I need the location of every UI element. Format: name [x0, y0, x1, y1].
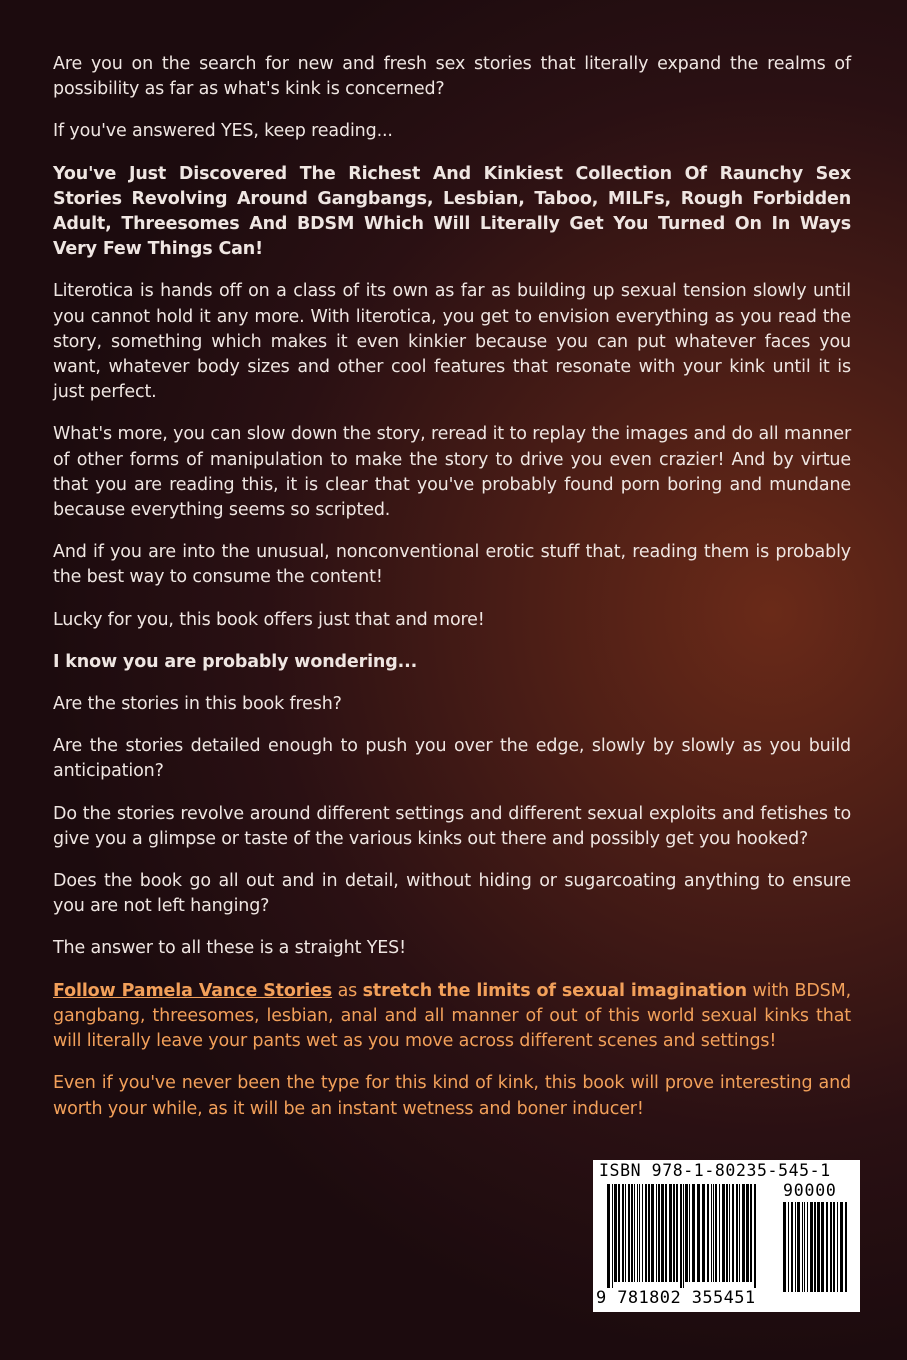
barcode-bar [689, 1184, 690, 1282]
headline-paragraph: You've Just Discovered The Richest And Kinkiest Collection Of Raunchy Sex Stories Revolving Around Gangbangs, Lesbian, Taboo, MILFs, Rough Forbidden Adult, Threesomes And BDSM Which Will Literally Get You Turned On In Ways Very Few Things Can! [53, 163, 851, 260]
barcode-bar [795, 1202, 796, 1292]
ean-digits: 9 781802 355451 [596, 1288, 756, 1308]
barcode-bar [648, 1184, 650, 1282]
follow-as-text: as [332, 980, 363, 1001]
barcode-bar [726, 1184, 728, 1282]
barcode-bar [665, 1184, 667, 1282]
barcode-bar [645, 1184, 647, 1282]
barcode-bar [826, 1202, 828, 1292]
follow-paragraph [53, 979, 851, 1055]
barcode-bar [797, 1202, 800, 1292]
whats-more-paragraph: What's more, you can slow down the story, reread it to replay the images and do all manner of other forms of manipulation to make the story to drive you even crazier! And by virtue that you are reading this, it is clear that you've probably found porn boring and mundane because everything seems so scripted. [53, 424, 851, 521]
barcode-bar [642, 1184, 643, 1282]
barcode-bar [729, 1184, 730, 1282]
barcode-bar [685, 1184, 688, 1282]
barcode-bar [754, 1184, 756, 1288]
back-cover-blurb [53, 52, 851, 1139]
intro-question: Are you on the search for new and fresh sex stories that literally expand the realms of possibility as far as what's kink is concerned? [53, 54, 851, 100]
barcode-bar [837, 1202, 838, 1292]
ean-barcode-bars [607, 1184, 757, 1288]
barcode-bar [697, 1184, 700, 1282]
barcode-bar [791, 1202, 793, 1292]
barcode-bar [713, 1184, 714, 1282]
barcode-bar [719, 1184, 720, 1282]
keep-reading-line: If you've answered YES, keep reading... [53, 121, 393, 142]
question-detailed: Are the stories detailed enough to push you over the edge, slowly by slowly as you build anticipation? [53, 736, 851, 782]
barcode-bar [661, 1184, 664, 1282]
barcode-bar [840, 1202, 843, 1292]
barcode-bar [680, 1184, 682, 1288]
barcode-bar [732, 1184, 734, 1282]
barcode-bar [612, 1184, 613, 1288]
barcode-bar [739, 1184, 740, 1282]
barcode-bar [722, 1184, 725, 1282]
barcode-bar [711, 1184, 712, 1282]
barcode-bar [683, 1184, 684, 1288]
barcode-bar [673, 1184, 675, 1282]
barcode-bar [736, 1184, 738, 1282]
barcode-bar [814, 1202, 816, 1292]
follow-strong-text: stretch the limits of sexual imagination [362, 980, 747, 1001]
unusual-paragraph: And if you are into the unusual, nonconventional erotic stuff that, reading them is probably the best way to consume the content! [53, 542, 851, 588]
barcode-bar [817, 1202, 820, 1292]
barcode-bar [651, 1184, 654, 1282]
barcode-bar [742, 1184, 745, 1282]
barcode-bar [830, 1202, 832, 1292]
barcode-bar [676, 1184, 678, 1282]
barcode-bar [804, 1202, 805, 1292]
barcode-bar [802, 1202, 803, 1292]
barcode-bar [625, 1184, 626, 1282]
barcode-bar [707, 1184, 709, 1282]
barcode-bar [810, 1202, 813, 1292]
barcode-bar [702, 1184, 705, 1282]
follow-rest-text: with BDSM, gangbang, threesomes, lesbian, anal and all manner of out of this world sexual kinks that will literally leave your pants wet as you move across different scenes and settings! [53, 980, 852, 1052]
barcode-bar [788, 1202, 789, 1292]
barcode-bar [634, 1184, 635, 1282]
barcode-bar [628, 1184, 630, 1282]
barcode-bar [639, 1184, 640, 1282]
question-fresh: Are the stories in this book fresh? [53, 694, 342, 715]
answer-yes-line: The answer to all these is a straight YES! [53, 938, 406, 959]
barcode-bar [746, 1184, 749, 1282]
closing-paragraph: Even if you've never been the type for this kind of kink, this book will prove interesting and worth your while, as it will be an instant wetness and boner inducer! [53, 1073, 851, 1119]
barcode-bar [669, 1184, 672, 1282]
barcode-bar [783, 1202, 786, 1292]
barcode-bar [692, 1184, 695, 1282]
addon-digits: 90000 [783, 1181, 837, 1200]
barcode-bar [656, 1184, 657, 1282]
barcode-bar [622, 1184, 624, 1282]
lucky-line: Lucky for you, this book offers just that and more! [53, 609, 485, 630]
barcode-bar [821, 1202, 824, 1292]
barcode-bar [750, 1184, 752, 1282]
wondering-line: I know you are probably wondering... [53, 651, 418, 672]
isbn-label: ISBN 978-1-80235-545-1 [599, 1161, 831, 1180]
isbn-barcode [593, 1160, 860, 1312]
barcode-bar [833, 1202, 835, 1292]
barcode-bar [658, 1184, 660, 1282]
barcode-bar [631, 1184, 633, 1282]
barcode-bar [715, 1184, 717, 1282]
barcode-bar [614, 1184, 617, 1282]
barcode-bar [607, 1184, 610, 1288]
follow-author-link[interactable]: Follow Pamela Vance Stories [53, 980, 333, 1001]
barcode-bar [637, 1184, 638, 1282]
question-settings: Do the stories revolve around different settings and different sexual exploits and fetishes to give you a glimpse or taste of the various kinks out there and possibly get you hooked? [53, 803, 851, 849]
question-all-out: Does the book go all out and in detail, without hiding or sugarcoating anything to ensure you are not left hanging? [53, 871, 851, 917]
barcode-bar [845, 1202, 847, 1292]
addon-barcode-bars [783, 1202, 849, 1298]
literotica-paragraph: Literotica is hands off on a class of its own as far as building up sexual tension slowly until you cannot hold it any more. With literotica, you get to envision everything as you read the story, something which makes it even kinkier because you can put whatever faces you want, whatever body sizes and other cool features that resonate with your kink until it is just perfect. [53, 281, 851, 403]
barcode-bar [618, 1184, 620, 1282]
barcode-bar [807, 1202, 808, 1292]
